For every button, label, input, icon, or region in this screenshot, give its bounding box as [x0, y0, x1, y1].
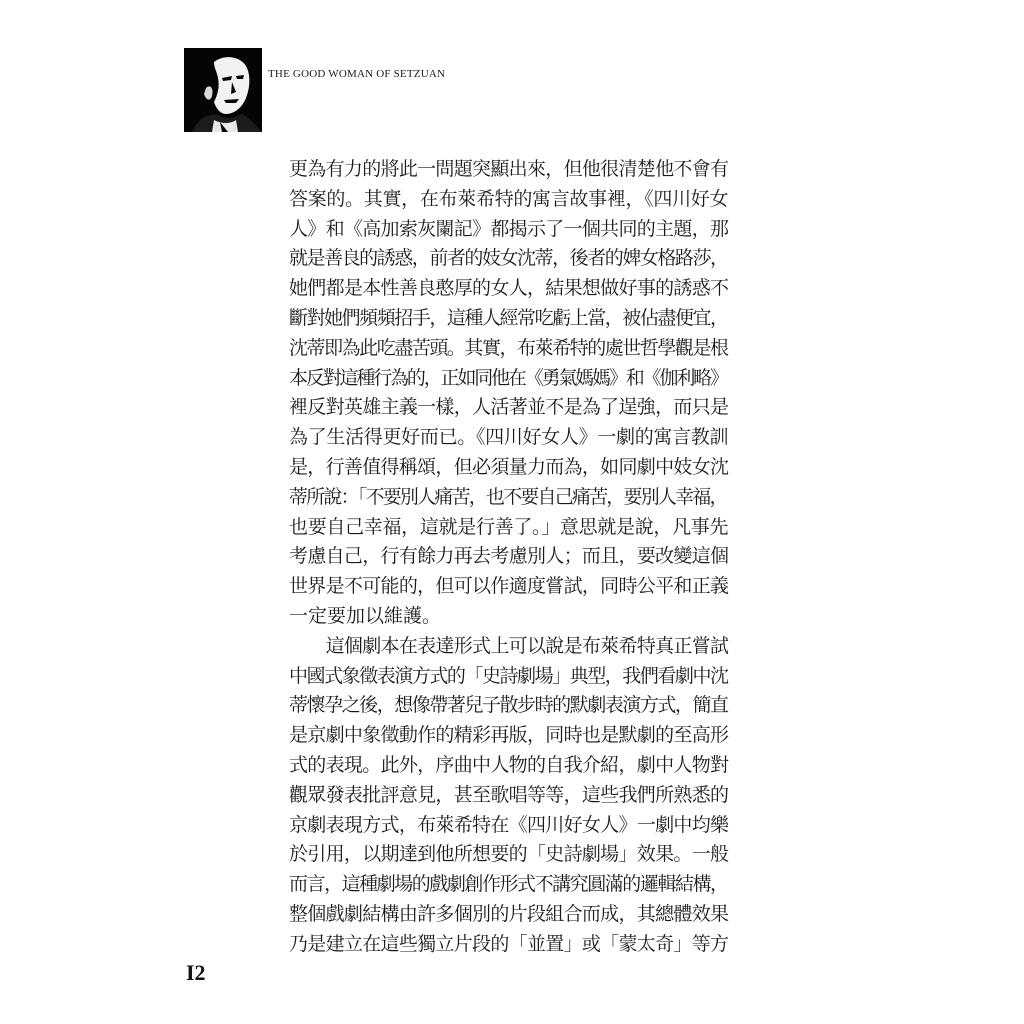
text-line: 京劇表現方式，布萊希特在《四川好女人》一劇中均樂	[289, 813, 729, 836]
text-line: 於引用，以期達到他所想要的「史詩劇場」效果。一般	[289, 843, 729, 866]
text-line: 就是善良的誘惑，前者的妓女沈蒂，後者的婢女格路莎，	[289, 247, 728, 270]
text-line: 世界是不可能的，但可以作適度嘗試，同時公平和正義	[289, 575, 729, 598]
text-line: 更為有力的將此一問題突顯出來，但他很清楚他不會有	[289, 158, 729, 180]
text-line: 蒂懷孕之後，想像帶著兒子散步時的默劇表演方式，簡直	[289, 694, 728, 717]
text-line: 式的表現。此外，序曲中人物的自我介紹，劇中人物對	[289, 753, 729, 776]
text-line: 裡反對英雄主義一樣，人活著並不是為了逞強，而只是	[289, 396, 729, 419]
running-header-title: THE GOOD WOMAN OF SETZUAN	[268, 68, 446, 80]
text-line: 考慮自己，行有餘力再去考慮別人；而且，要改變這個	[289, 545, 729, 568]
page-number: I2	[186, 960, 206, 985]
text-line: 蒂所說：「不要別人痛苦，也不要自己痛苦，要別人幸福，	[289, 485, 727, 508]
text-line: 也要自己幸福，這就是行善了。」意思就是說，凡事先	[289, 515, 729, 538]
portrait-illustration	[184, 48, 262, 132]
text-line: 乃是建立在這些獨立片段的「並置」或「蒙太奇」等方	[289, 932, 729, 955]
author-portrait-image	[184, 48, 262, 132]
text-line: 一定要加以維護。	[289, 604, 442, 627]
text-line: 是，行善值得稱頌，但必須量力而為，如同劇中妓女沈	[289, 455, 729, 478]
text-line: 中國式象徵表演方式的「史詩劇場」典型，我們看劇中沈	[289, 664, 728, 687]
text-line: 人》和《高加索灰闌記》都揭示了一個共同的主題，那	[289, 217, 729, 240]
text-line: 觀眾發表批評意見，甚至歌唱等等，這些我們所熟悉的	[289, 783, 729, 806]
text-line: 這個劇本在表達形式上可以說是布萊希特真正嘗試	[289, 634, 729, 657]
text-line: 她們都是本性善良憨厚的女人，結果想做好事的誘惑不	[289, 277, 729, 300]
text-line: 斷對她們頻頻招手，這種人經常吃虧上當，被佔盡便宜，	[289, 306, 728, 329]
text-line: 本反對這種行為的，正如同他在《勇氣媽媽》和《伽利略》	[289, 366, 727, 389]
text-line: 而言，這種劇場的戲劇創作形式不講究圓滿的邏輯結構，	[289, 873, 728, 896]
text-line: 整個戲劇結構由許多個別的片段組合而成，其總體效果	[289, 902, 729, 925]
text-line: 答案的。其實，在布萊希特的寓言故事裡，《四川好女	[289, 187, 729, 210]
text-line: 沈蒂即為此吃盡苦頭。其實，布萊希特的處世哲學觀是根	[289, 336, 728, 359]
text-line: 是京劇中象徵動作的精彩再版，同時也是默劇的至高形	[289, 724, 729, 747]
body-text	[289, 155, 729, 960]
text-line: 為了生活得更好而已。《四川好女人》一劇的寓言教訓	[289, 426, 729, 449]
